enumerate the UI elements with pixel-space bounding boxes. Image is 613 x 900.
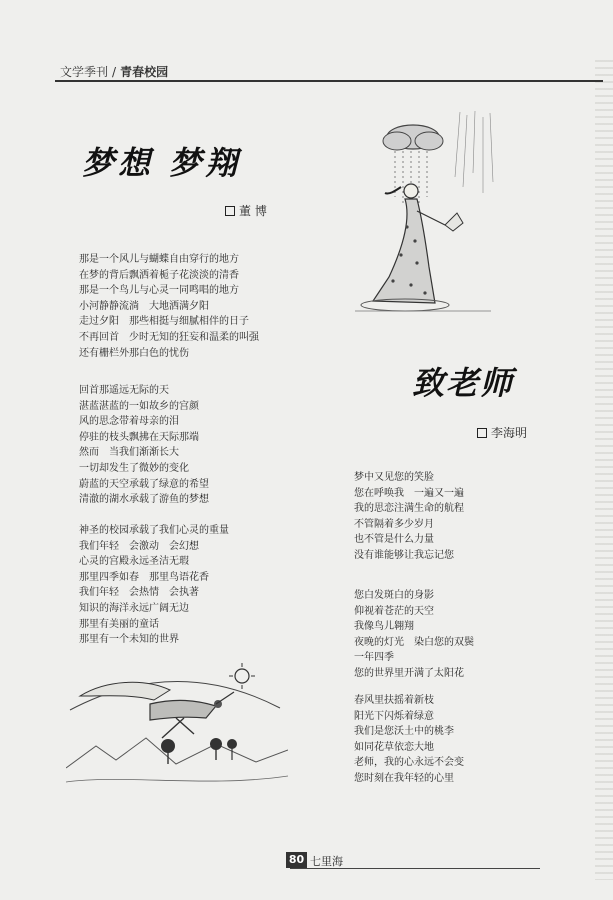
magazine-name: 七里海 — [310, 855, 343, 868]
verse-line: 我们年轻 会激动 会幻想 — [79, 540, 199, 552]
byline-box-icon — [477, 428, 487, 438]
verse-line: 回首那遥远无际的天 — [79, 385, 169, 396]
poem1-byline — [225, 202, 267, 219]
poem1-stanza-3 — [79, 523, 229, 648]
verse-line: 老师，我的心永远不会变 — [354, 757, 464, 769]
poem2-author: 李海明 — [491, 426, 528, 440]
verse-line: 我们年轻 会热情 会执著 — [79, 587, 199, 599]
verse-line: 没有谁能够让我忘记您 — [354, 549, 454, 561]
verse-line: 我的思恋注满生命的航程 — [354, 503, 464, 515]
verse-line: 那是一个鸟儿与心灵一同鸣唱的地方 — [79, 285, 239, 297]
verse-line: 还有栅栏外那白色的忧伤 — [79, 347, 189, 359]
verse-line: 湛蓝湛蓝的一如故乡的宫颜 — [79, 400, 199, 412]
poem2-stanza-3 — [354, 693, 464, 787]
poem2-byline — [477, 424, 527, 441]
verse-line: 蔚蓝的天空承载了绿意的希望 — [79, 478, 209, 490]
verse-line: 停驻的枝头飘拂在天际那端 — [79, 431, 199, 443]
verse-line: 那里四季如春 那里鸟语花香 — [79, 571, 209, 583]
verse-line: 我像鸟儿翱翔 — [354, 621, 414, 633]
verse-line: 春风里扶摇着新枝 — [354, 695, 434, 706]
rain-girl-illustration — [345, 107, 501, 323]
verse-line: 那里有一个未知的世界 — [79, 634, 179, 646]
page-header — [60, 63, 168, 80]
header-section: 文学季刊 — [60, 65, 109, 79]
flying-runner-icon — [80, 682, 234, 738]
verse-line: 我们是您沃土中的桃李 — [354, 726, 454, 738]
girl-figure-icon — [373, 184, 463, 303]
verse-line: 也不管是什么力量 — [354, 534, 434, 546]
trees-icon — [161, 738, 237, 764]
page-bleed-edge — [595, 60, 613, 880]
verse-line: 清澈的湖水承载了游鱼的梦想 — [79, 494, 209, 506]
verse-line: 不管隔着多少岁月 — [354, 518, 434, 530]
verse-line: 一年四季 — [354, 652, 394, 664]
byline-box-icon — [225, 206, 235, 216]
poem2-stanza-1 — [354, 470, 464, 564]
verse-line: 心灵的宫殿永远圣洁无瑕 — [79, 556, 189, 568]
verse-line: 仰视着苍茫的天空 — [354, 605, 434, 617]
header-column: 青春校园 — [120, 65, 169, 79]
poem2-title: 致老师 — [412, 364, 515, 402]
sun-icon — [229, 663, 255, 689]
header-rule — [55, 80, 603, 82]
header-separator: / — [112, 65, 117, 79]
verse-line: 如同花草依恋大地 — [354, 741, 434, 753]
verse-line: 小河静静流淌 大地洒满夕阳 — [79, 300, 209, 312]
verse-line: 那里有美丽的童话 — [79, 618, 159, 630]
verse-line: 梦中又见您的笑脸 — [354, 472, 434, 483]
streaks-icon — [455, 111, 493, 193]
verse-line: 知识的海洋永远广阔无边 — [79, 602, 189, 614]
poem2-stanza-2 — [354, 588, 474, 682]
verse-line: 您白发斑白的身影 — [354, 590, 434, 601]
verse-line: 一切却发生了微妙的变化 — [79, 462, 189, 474]
verse-line: 您在呼唤我 一遍又一遍 — [354, 487, 464, 499]
page-number: 80 — [286, 852, 307, 868]
poem1-title: 梦想 梦翔 — [82, 144, 242, 182]
verse-line: 您时刻在我年轻的心里 — [354, 772, 454, 784]
verse-line: 神圣的校园承载了我们心灵的重量 — [79, 525, 229, 536]
verse-line: 夜晚的灯光 染白您的双鬓 — [354, 636, 474, 648]
verse-line: 走过夕阳 那些相挺与细腻相伴的日子 — [79, 316, 249, 328]
poem1-stanza-2 — [79, 383, 209, 508]
poem1-author: 董 博 — [239, 204, 267, 218]
verse-line: 那是一个风儿与蝴蝶自由穿行的地方 — [79, 254, 239, 265]
rain-cloud-icon — [383, 125, 443, 150]
runner-landscape-illustration — [66, 660, 288, 800]
footer-rule — [290, 868, 540, 869]
verse-line: 不再回首 少时无知的狂妄和温柔的叫强 — [79, 331, 259, 343]
verse-line: 然而 当我们渐渐长大 — [79, 447, 179, 459]
verse-line: 您的世界里开满了太阳花 — [354, 667, 464, 679]
verse-line: 在梦的背后飘洒着栀子花淡淡的清香 — [79, 269, 239, 281]
verse-line: 阳光下闪烁着绿意 — [354, 710, 434, 722]
verse-line: 风的思念带着母亲的泪 — [79, 416, 179, 428]
poem1-stanza-1 — [79, 252, 259, 361]
mountain-landscape-icon — [66, 738, 288, 782]
